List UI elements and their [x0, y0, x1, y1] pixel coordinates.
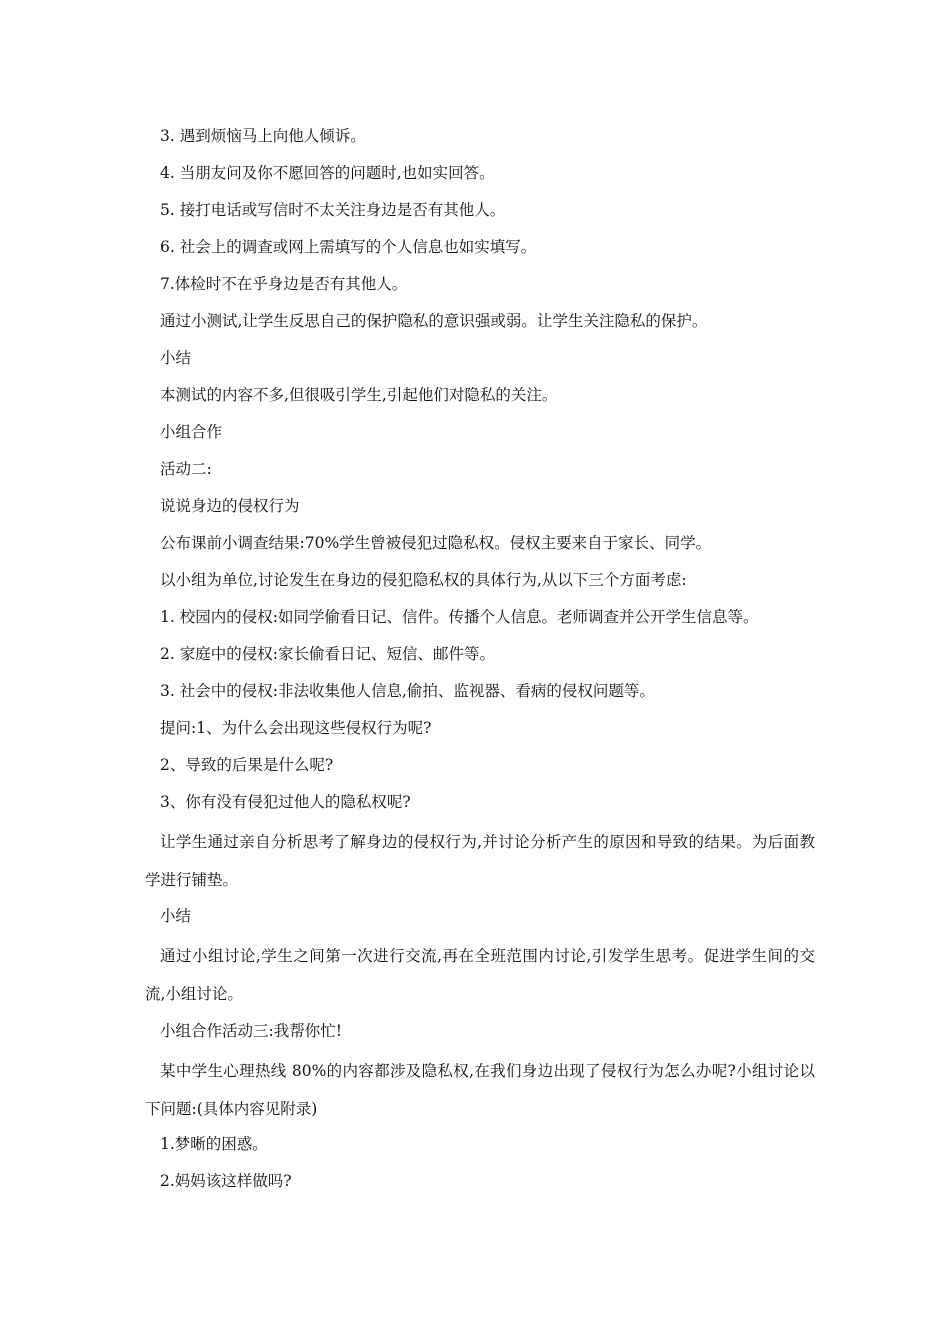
paragraph-item-5: 5. 接打电话或写信时不太关注身边是否有其他人。 — [160, 201, 506, 219]
paragraph-question-1: 提问:1、为什么会出现这些侵权行为呢? — [160, 719, 432, 737]
heading-activity-2-title: 说说身边的侵权行为 — [160, 497, 300, 515]
paragraph-group-discussion: 以小组为单位,讨论发生在身边的侵犯隐私权的具体行为,从以下三个方面考虑: — [160, 571, 687, 589]
heading-summary-2: 小结 — [160, 907, 192, 925]
heading-activity-2: 活动二: — [160, 460, 212, 478]
paragraph-summary-1: 本测试的内容不多,但很吸引学生,引起他们对隐私的关注。 — [160, 386, 558, 404]
paragraph-appendix-2: 2.妈妈该这样做吗? — [160, 1172, 292, 1190]
paragraph-summary-2: 通过小组讨论,学生之间第一次进行交流,再在全班范围内讨论,引发学生思考。促进学生间的交流,小组讨论。 — [145, 947, 815, 1003]
paragraph-family-infringement: 2. 家庭中的侵权:家长偷看日记、短信、邮件等。 — [160, 645, 495, 663]
heading-summary-1: 小结 — [160, 349, 192, 367]
paragraph-school-infringement: 1. 校园内的侵权:如同学偷看日记、信件。传播个人信息。老师调查并公开学生信息等。 — [160, 608, 759, 626]
heading-group-work: 小组合作 — [160, 423, 223, 441]
paragraph-survey-result: 公布课前小调查结果:70%学生曾被侵犯过隐私权。侵权主要来自于家长、同学。 — [160, 534, 712, 552]
paragraph-analysis: 让学生通过亲自分析思考了解身边的侵权行为,并讨论分析产生的原因和导致的结果。为后面教学进行铺垫。 — [145, 833, 815, 889]
paragraph-test-purpose: 通过小测试,让学生反思自己的保护隐私的意识强或弱。让学生关注隐私的保护。 — [160, 312, 708, 330]
paragraph-appendix-1: 1.梦晰的困惑。 — [160, 1135, 268, 1153]
heading-activity-3: 小组合作活动三:我帮你忙! — [160, 1022, 342, 1040]
paragraph-item-4: 4. 当朋友问及你不愿回答的问题时,也如实回答。 — [160, 164, 495, 182]
paragraph-hotline: 某中学生心理热线 80%的内容都涉及隐私权,在我们身边出现了侵权行为怎么办呢?小组讨论以下问题:(具体内容见附录) — [145, 1062, 815, 1118]
paragraph-item-7: 7.体检时不在乎身边是否有其他人。 — [160, 275, 408, 293]
paragraph-society-infringement: 3. 社会中的侵权:非法收集他人信息,偷拍、监视器、看病的侵权问题等。 — [160, 682, 655, 700]
paragraph-item-3: 3. 遇到烦恼马上向他人倾诉。 — [160, 127, 366, 145]
paragraph-question-2: 2、导致的后果是什么呢? — [160, 756, 334, 774]
paragraph-question-3: 3、你有没有侵犯过他人的隐私权呢? — [160, 793, 411, 811]
paragraph-item-6: 6. 社会上的调查或网上需填写的个人信息也如实填写。 — [160, 238, 537, 256]
